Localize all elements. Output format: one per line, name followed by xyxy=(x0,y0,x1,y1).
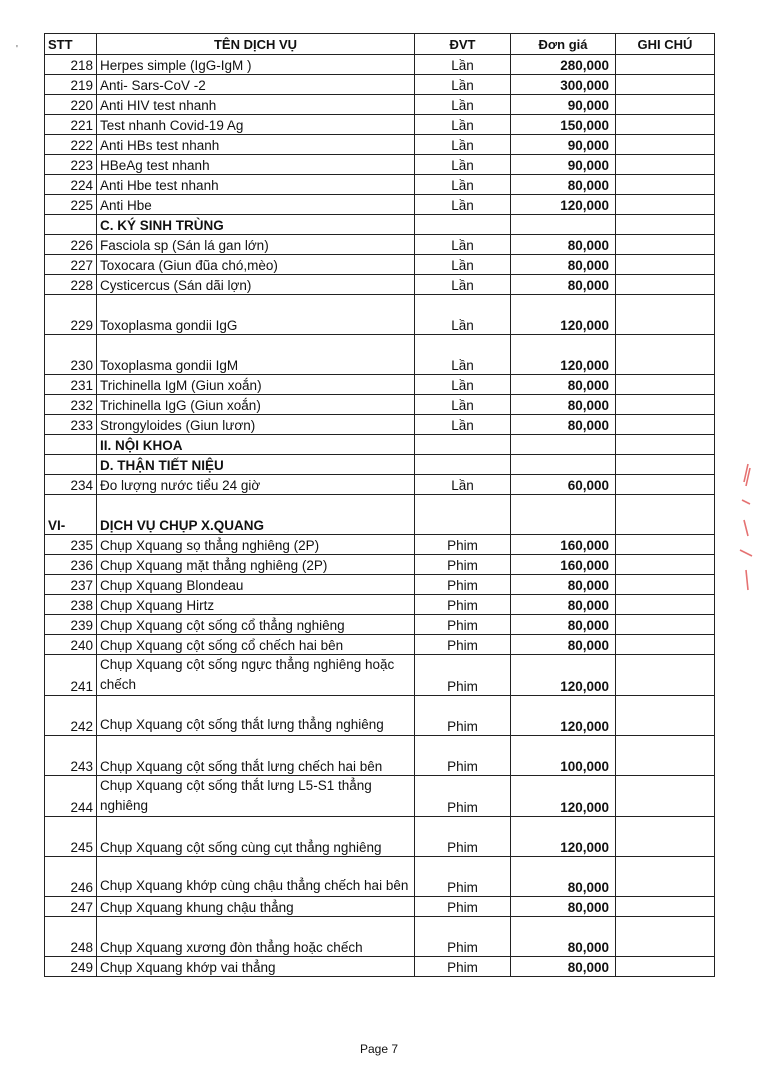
row-price: 90,000 xyxy=(511,95,616,115)
row-note xyxy=(616,95,715,115)
row-stt: 222 xyxy=(45,135,97,155)
row-service-name: Anti- Sars-CoV -2 xyxy=(97,75,415,95)
page-number: Page 7 xyxy=(359,1042,399,1056)
row-note xyxy=(616,817,715,857)
row-stt: 220 xyxy=(45,95,97,115)
row-stt: 245 xyxy=(45,817,97,857)
row-stt: 219 xyxy=(45,75,97,95)
header-price: Đơn giá xyxy=(511,34,616,55)
row-note xyxy=(616,455,715,475)
table-row xyxy=(45,135,715,155)
row-service-name: Toxocara (Giun đũa chó,mèo) xyxy=(97,255,415,275)
table-row xyxy=(45,897,715,917)
row-note xyxy=(616,255,715,275)
row-service-name: Chụp Xquang cột sống cổ thẳng nghiêng xyxy=(97,615,415,635)
row-stt: 244 xyxy=(45,776,97,817)
section-row xyxy=(45,495,715,535)
row-unit: Phim xyxy=(415,857,511,897)
section-row xyxy=(45,215,715,235)
row-note xyxy=(616,495,715,535)
row-note xyxy=(616,897,715,917)
row-note xyxy=(616,776,715,817)
table-row xyxy=(45,655,715,696)
row-price: 160,000 xyxy=(511,535,616,555)
table-row xyxy=(45,776,715,817)
row-price: 80,000 xyxy=(511,635,616,655)
row-stt: 246 xyxy=(45,857,97,897)
row-service-name: Chụp Xquang cột sống thắt lưng L5-S1 thẳng nghiêng xyxy=(97,776,415,817)
table-row xyxy=(45,255,715,275)
row-note xyxy=(616,415,715,435)
row-stt: 247 xyxy=(45,897,97,917)
row-price: 120,000 xyxy=(511,335,616,375)
row-unit: Lần xyxy=(415,115,511,135)
table-row xyxy=(45,857,715,897)
row-note xyxy=(616,696,715,736)
table-row xyxy=(45,235,715,255)
row-unit xyxy=(415,215,511,235)
table-row xyxy=(45,415,715,435)
row-price: 120,000 xyxy=(511,295,616,335)
row-price: 80,000 xyxy=(511,917,616,957)
row-price: 80,000 xyxy=(511,615,616,635)
row-stt: 224 xyxy=(45,175,97,195)
row-price: 120,000 xyxy=(511,696,616,736)
row-unit: Phim xyxy=(415,655,511,696)
row-note xyxy=(616,655,715,696)
row-note xyxy=(616,135,715,155)
row-service-name: Chụp Xquang mặt thẳng nghiêng (2P) xyxy=(97,555,415,575)
row-stt: 243 xyxy=(45,736,97,776)
row-stt: 242 xyxy=(45,696,97,736)
row-service-name: Chụp Xquang Hirtz xyxy=(97,595,415,615)
row-note xyxy=(616,957,715,977)
row-unit: Lần xyxy=(415,375,511,395)
row-unit: Lần xyxy=(415,55,511,75)
row-service-name: Chụp Xquang cột sống thắt lưng thẳng nghiêng xyxy=(97,696,415,736)
row-stt xyxy=(45,435,97,455)
row-note xyxy=(616,175,715,195)
row-stt: 225 xyxy=(45,195,97,215)
row-note xyxy=(616,555,715,575)
row-price: 80,000 xyxy=(511,235,616,255)
row-unit: Phim xyxy=(415,776,511,817)
row-unit: Phim xyxy=(415,595,511,615)
table-row xyxy=(45,595,715,615)
row-price: 90,000 xyxy=(511,135,616,155)
row-unit xyxy=(415,455,511,475)
row-price: 120,000 xyxy=(511,655,616,696)
table-row xyxy=(45,475,715,495)
row-note xyxy=(616,275,715,295)
row-unit: Lần xyxy=(415,335,511,375)
row-price: 300,000 xyxy=(511,75,616,95)
row-price: 80,000 xyxy=(511,415,616,435)
row-note xyxy=(616,235,715,255)
row-stt: 229 xyxy=(45,295,97,335)
row-stt: 237 xyxy=(45,575,97,595)
row-price: 150,000 xyxy=(511,115,616,135)
row-note xyxy=(616,535,715,555)
row-service-name: Trichinella IgG (Giun xoắn) xyxy=(97,395,415,415)
row-stt: 234 xyxy=(45,475,97,495)
row-unit: Lần xyxy=(415,75,511,95)
row-service-name: Chụp Xquang Blondeau xyxy=(97,575,415,595)
row-service-name: Chụp Xquang khớp vai thẳng xyxy=(97,957,415,977)
table-row xyxy=(45,295,715,335)
section-title: D. THẬN TIẾT NIỆU xyxy=(97,455,415,475)
row-price: 100,000 xyxy=(511,736,616,776)
row-stt: 232 xyxy=(45,395,97,415)
row-note xyxy=(616,736,715,776)
row-price: 120,000 xyxy=(511,776,616,817)
row-unit xyxy=(415,495,511,535)
table-row xyxy=(45,115,715,135)
row-unit: Lần xyxy=(415,275,511,295)
table-row xyxy=(45,696,715,736)
row-service-name: Chụp Xquang cột sống cùng cụt thẳng nghiêng xyxy=(97,817,415,857)
row-stt: 221 xyxy=(45,115,97,135)
row-unit: Phim xyxy=(415,957,511,977)
row-service-name: Chụp Xquang cột sống ngực thẳng nghiêng hoặc chếch xyxy=(97,655,415,696)
table-row xyxy=(45,575,715,595)
row-service-name: Cysticercus (Sán dãi lợn) xyxy=(97,275,415,295)
price-table-container xyxy=(44,33,714,977)
row-service-name: Chụp Xquang xương đòn thẳng hoặc chếch xyxy=(97,917,415,957)
section-title: II. NỘI KHOA xyxy=(97,435,415,455)
row-stt: 239 xyxy=(45,615,97,635)
table-row xyxy=(45,175,715,195)
row-stt: VI- xyxy=(45,495,97,535)
row-unit: Lần xyxy=(415,395,511,415)
row-note xyxy=(616,475,715,495)
row-stt: 235 xyxy=(45,535,97,555)
scan-mark: ' xyxy=(16,44,18,55)
table-row xyxy=(45,195,715,215)
row-stt: 249 xyxy=(45,957,97,977)
row-service-name: Chụp Xquang cột sống thắt lưng chếch hai bên xyxy=(97,736,415,776)
row-price xyxy=(511,215,616,235)
table-row xyxy=(45,615,715,635)
row-note xyxy=(616,635,715,655)
row-note xyxy=(616,295,715,335)
row-stt: 218 xyxy=(45,55,97,75)
row-unit: Lần xyxy=(415,295,511,335)
row-price: 80,000 xyxy=(511,395,616,415)
row-stt: 223 xyxy=(45,155,97,175)
row-price: 60,000 xyxy=(511,475,616,495)
row-stt: 248 xyxy=(45,917,97,957)
row-stt: 240 xyxy=(45,635,97,655)
row-unit: Lần xyxy=(415,195,511,215)
row-note xyxy=(616,595,715,615)
row-unit: Phim xyxy=(415,696,511,736)
row-unit: Phim xyxy=(415,615,511,635)
table-row xyxy=(45,375,715,395)
row-service-name: Toxoplasma gondii IgG xyxy=(97,295,415,335)
table-row xyxy=(45,335,715,375)
row-price xyxy=(511,435,616,455)
section-row xyxy=(45,435,715,455)
row-note xyxy=(616,335,715,375)
row-note xyxy=(616,55,715,75)
row-stt: 233 xyxy=(45,415,97,435)
row-stt: 236 xyxy=(45,555,97,575)
section-row xyxy=(45,455,715,475)
table-row xyxy=(45,75,715,95)
row-stt: 226 xyxy=(45,235,97,255)
row-stt: 231 xyxy=(45,375,97,395)
table-row xyxy=(45,957,715,977)
table-row xyxy=(45,155,715,175)
table-row xyxy=(45,917,715,957)
row-note xyxy=(616,195,715,215)
row-unit: Lần xyxy=(415,135,511,155)
row-service-name: Đo lượng nước tiểu 24 giờ xyxy=(97,475,415,495)
row-unit: Phim xyxy=(415,897,511,917)
row-stt: 230 xyxy=(45,335,97,375)
section-title: C. KÝ SINH TRÙNG xyxy=(97,215,415,235)
service-price-table xyxy=(44,33,715,977)
row-service-name: HBeAg test nhanh xyxy=(97,155,415,175)
stamp-fragment-icon xyxy=(734,460,756,600)
row-stt: 238 xyxy=(45,595,97,615)
row-note xyxy=(616,615,715,635)
table-row xyxy=(45,635,715,655)
row-service-name: Anti HBs test nhanh xyxy=(97,135,415,155)
row-unit: Phim xyxy=(415,535,511,555)
table-row xyxy=(45,395,715,415)
row-price: 80,000 xyxy=(511,275,616,295)
row-unit: Phim xyxy=(415,917,511,957)
header-unit: ĐVT xyxy=(415,34,511,55)
table-row xyxy=(45,95,715,115)
row-unit: Lần xyxy=(415,255,511,275)
table-row xyxy=(45,736,715,776)
row-price: 80,000 xyxy=(511,255,616,275)
row-price: 80,000 xyxy=(511,375,616,395)
table-row xyxy=(45,817,715,857)
row-price xyxy=(511,455,616,475)
row-note xyxy=(616,75,715,95)
row-service-name: Anti HIV test nhanh xyxy=(97,95,415,115)
row-note xyxy=(616,215,715,235)
row-unit xyxy=(415,435,511,455)
table-row xyxy=(45,555,715,575)
row-service-name: Anti Hbe test nhanh xyxy=(97,175,415,195)
row-note xyxy=(616,575,715,595)
row-price: 80,000 xyxy=(511,175,616,195)
header-note: GHI CHÚ xyxy=(616,34,715,55)
table-row xyxy=(45,55,715,75)
row-price xyxy=(511,495,616,535)
row-note xyxy=(616,155,715,175)
row-note xyxy=(616,115,715,135)
row-service-name: Chụp Xquang cột sống cổ chếch hai bên xyxy=(97,635,415,655)
row-unit: Lần xyxy=(415,415,511,435)
row-unit: Phim xyxy=(415,575,511,595)
row-unit: Lần xyxy=(415,475,511,495)
row-service-name: Trichinella IgM (Giun xoắn) xyxy=(97,375,415,395)
row-service-name: Herpes simple (IgG-IgM ) xyxy=(97,55,415,75)
section-title: DỊCH VỤ CHỤP X.QUANG xyxy=(97,495,415,535)
row-service-name: Test nhanh Covid-19 Ag xyxy=(97,115,415,135)
row-service-name: Chụp Xquang khớp cùng chậu thẳng chếch hai bên xyxy=(97,857,415,897)
row-unit: Phim xyxy=(415,635,511,655)
row-unit: Phim xyxy=(415,555,511,575)
row-price: 280,000 xyxy=(511,55,616,75)
row-note xyxy=(616,395,715,415)
row-note xyxy=(616,917,715,957)
row-price: 80,000 xyxy=(511,595,616,615)
table-header-row xyxy=(45,34,715,55)
row-service-name: Strongyloides (Giun lươn) xyxy=(97,415,415,435)
row-unit: Lần xyxy=(415,235,511,255)
row-service-name: Chụp Xquang sọ thẳng nghiêng (2P) xyxy=(97,535,415,555)
row-stt: 227 xyxy=(45,255,97,275)
row-service-name: Toxoplasma gondii IgM xyxy=(97,335,415,375)
table-row xyxy=(45,275,715,295)
header-stt: STT xyxy=(45,34,97,55)
row-unit: Phim xyxy=(415,817,511,857)
row-service-name: Fasciola sp (Sán lá gan lớn) xyxy=(97,235,415,255)
red-stamp-mark xyxy=(734,460,756,600)
table-row xyxy=(45,535,715,555)
row-price: 80,000 xyxy=(511,897,616,917)
row-unit: Lần xyxy=(415,95,511,115)
row-price: 120,000 xyxy=(511,817,616,857)
row-stt: 228 xyxy=(45,275,97,295)
row-service-name: Chụp Xquang khung chậu thẳng xyxy=(97,897,415,917)
row-note xyxy=(616,375,715,395)
row-note xyxy=(616,857,715,897)
row-note xyxy=(616,435,715,455)
row-stt xyxy=(45,215,97,235)
row-price: 90,000 xyxy=(511,155,616,175)
header-service-name: TÊN DỊCH VỤ xyxy=(97,34,415,55)
row-stt: 241 xyxy=(45,655,97,696)
row-service-name: Anti Hbe xyxy=(97,195,415,215)
row-price: 120,000 xyxy=(511,195,616,215)
row-unit: Phim xyxy=(415,736,511,776)
row-price: 80,000 xyxy=(511,957,616,977)
row-unit: Lần xyxy=(415,155,511,175)
row-price: 80,000 xyxy=(511,857,616,897)
row-unit: Lần xyxy=(415,175,511,195)
row-price: 80,000 xyxy=(511,575,616,595)
row-price: 160,000 xyxy=(511,555,616,575)
row-stt xyxy=(45,455,97,475)
